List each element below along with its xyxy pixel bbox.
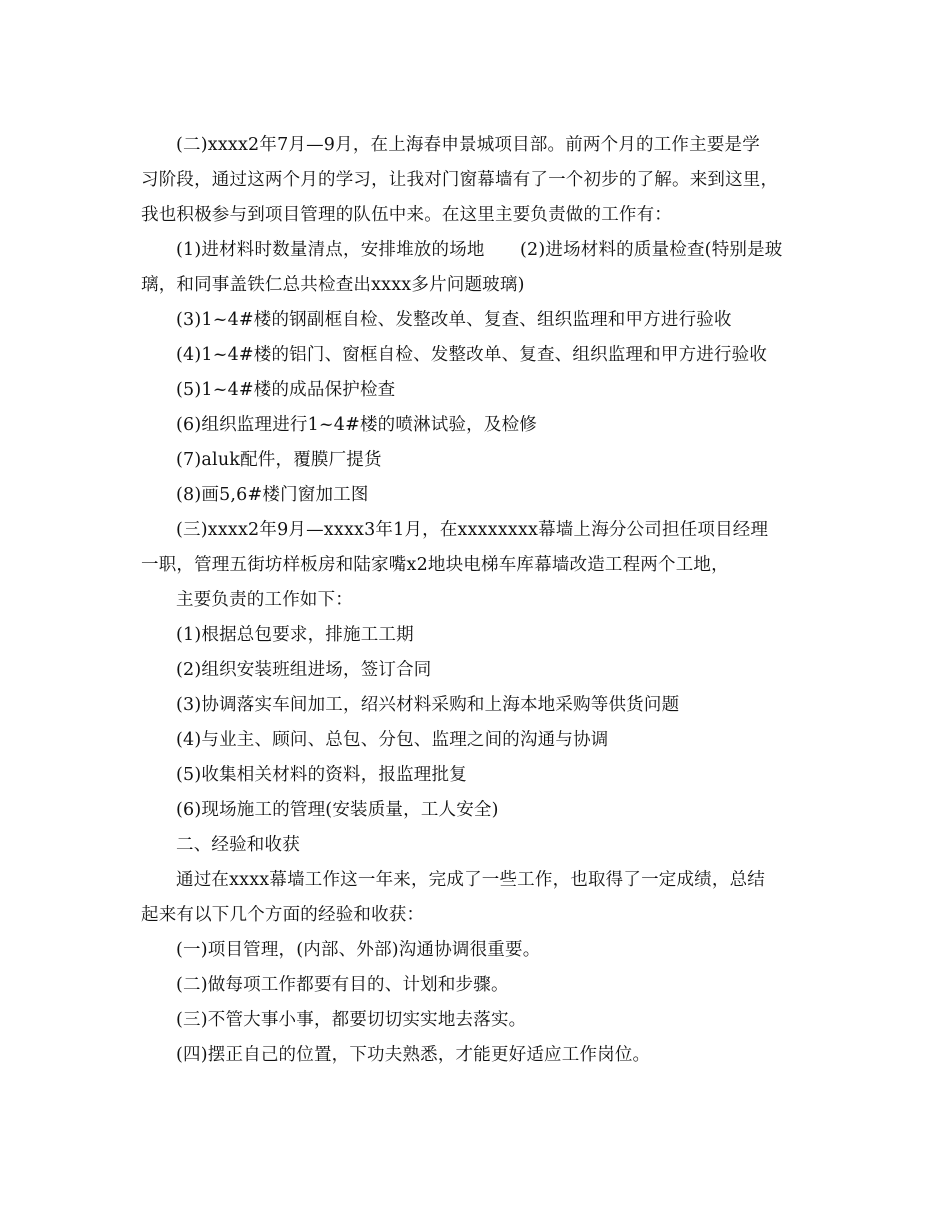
text-line: (1)进材料时数量清点，安排堆放的场地 (2)进场材料的质量检查(特别是玻 — [176, 240, 783, 260]
text-line: (二)xxxx2年7月—9月，在上海春申景城项目部。前两个月的工作主要是学 — [176, 135, 760, 155]
text-line: (三)不管大事小事，都要切切实实地去落实。 — [176, 1010, 527, 1030]
text-line: (6)组织监理进行1~4#楼的喷淋试验，及检修 — [176, 415, 537, 435]
text-line: (6)现场施工的管理(安装质量，工人安全) — [176, 800, 499, 820]
text-line: (5)收集相关材料的资料，报监理批复 — [176, 765, 467, 785]
text-line: 二、经验和收获 — [176, 835, 300, 855]
text-line: (1)根据总包要求，排施工工期 — [176, 625, 414, 645]
text-line: (二)做每项工作都要有目的、计划和步骤。 — [176, 975, 509, 995]
text-line: 璃，和同事盖铁仁总共检查出xxxx多片问题玻璃) — [141, 275, 525, 295]
text-line: (7)aluk配件，覆膜厂提货 — [176, 450, 382, 470]
text-line: (一)项目管理，(内部、外部)沟通协调很重要。 — [176, 940, 541, 960]
text-line: 一职，管理五街坊样板房和陆家嘴x2地块电梯车库幕墙改造工程两个工地， — [141, 555, 729, 575]
text-line: (3)协调落实车间加工，绍兴材料采购和上海本地采购等供货问题 — [176, 695, 680, 715]
text-line: (四)摆正自己的位置，下功夫熟悉，才能更好适应工作岗位。 — [176, 1045, 651, 1065]
text-line: (三)xxxx2年9月—xxxx3年1月，在xxxxxxxx幕墙上海分公司担任项目经理 — [176, 520, 769, 540]
text-line: (4)与业主、顾问、总包、分包、监理之间的沟通与协调 — [176, 730, 609, 750]
text-line: (2)组织安装班组进场，签订合同 — [176, 660, 432, 680]
text-line: 通过在xxxx幕墙工作这一年来，完成了一些工作，也取得了一定成绩，总结 — [176, 870, 765, 890]
text-line: (5)1~4#楼的成品保护检查 — [176, 380, 396, 400]
text-line: (4)1~4#楼的铝门、窗框自检、发整改单、复查、组织监理和甲方进行验收 — [176, 345, 768, 365]
text-line: 主要负责的工作如下： — [176, 590, 353, 610]
text-line: (3)1~4#楼的钢副框自检、发整改单、复查、组织监理和甲方进行验收 — [176, 310, 732, 330]
text-line: (8)画5,6#楼门窗加工图 — [176, 485, 369, 505]
document-body — [141, 128, 809, 1073]
text-line: 习阶段，通过这两个月的学习，让我对门窗幕墙有了一个初步的了解。来到这里， — [141, 170, 779, 190]
text-line: 我也积极参与到项目管理的队伍中来。在这里主要负责做的工作有： — [141, 205, 672, 225]
text-line: 起来有以下几个方面的经验和收获： — [141, 905, 425, 925]
